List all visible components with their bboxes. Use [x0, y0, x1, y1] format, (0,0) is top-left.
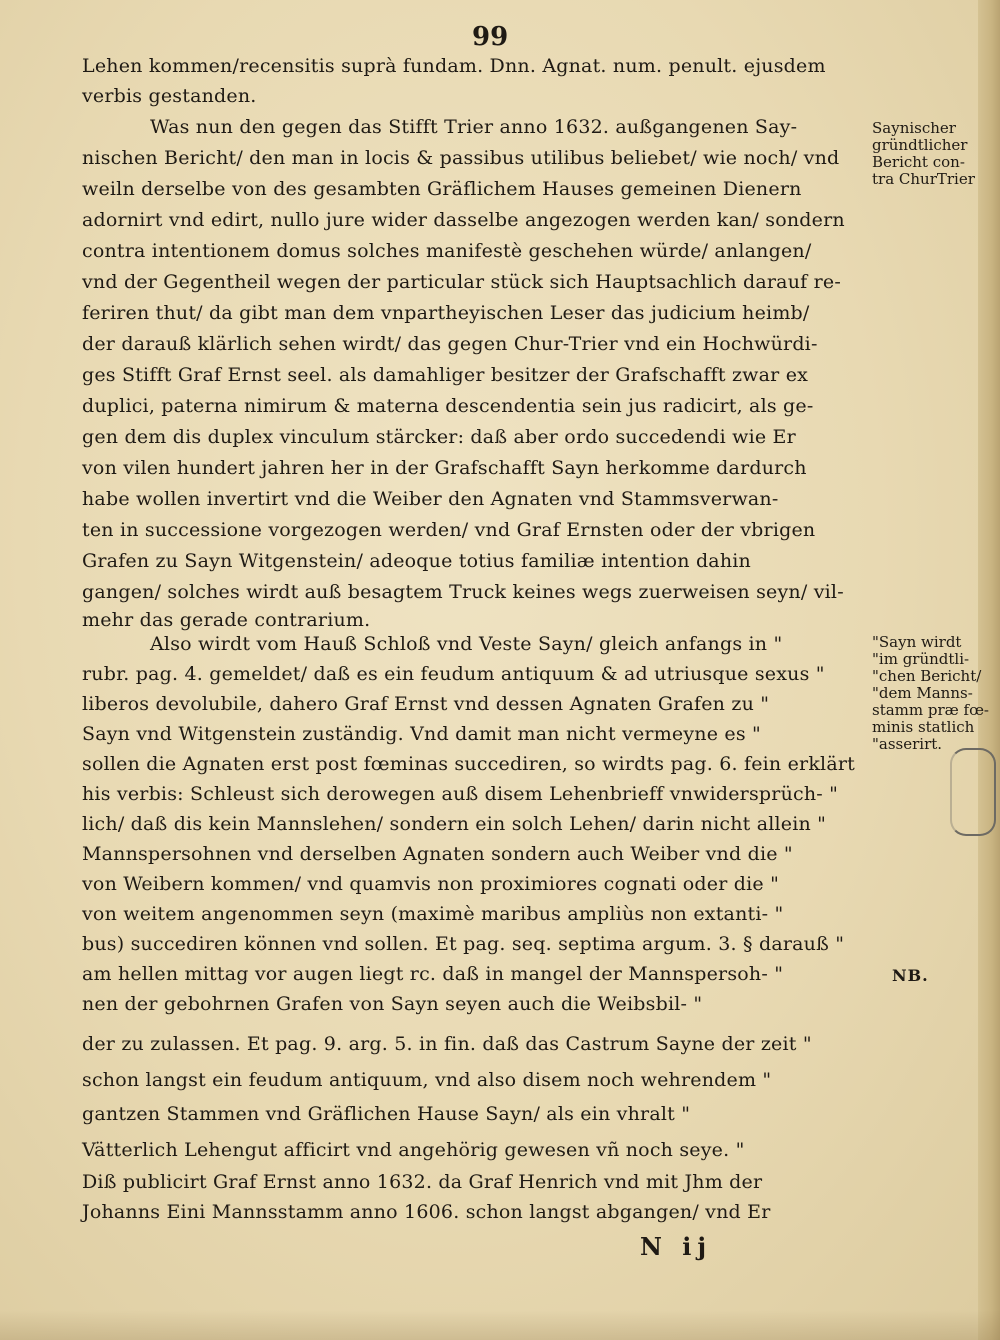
- page-number: 99: [472, 22, 509, 52]
- text-line: Was nun den gegen das Stifft Trier anno 1632. außgangenen Say-: [150, 116, 798, 138]
- text-line: Vätterlich Lehengut afficirt vnd angehörig gewesen vñ noch seye. ": [82, 1139, 745, 1161]
- text-line: ges Stifft Graf Ernst seel. als damahliger besitzer der Grafschafft zwar ex: [82, 364, 809, 386]
- text-line: lich/ daß dis kein Mannslehen/ sondern ein solch Lehen/ darin nicht allein ": [82, 813, 827, 835]
- margin-note-line: "dem Manns-: [872, 684, 973, 702]
- text-line: Diß publicirt Graf Ernst anno 1632. da Graf Henrich vnd mit Jhm der: [82, 1171, 763, 1193]
- text-line: ten in successione vorgezogen werden/ vnd Graf Ernsten oder der vbrigen: [82, 519, 816, 541]
- margin-note-line: "im gründtli-: [872, 650, 970, 668]
- margin-note-line: "chen Bericht/: [872, 667, 982, 685]
- text-line: von vilen hundert jahren her in der Grafschafft Sayn herkomme dardurch: [82, 457, 807, 479]
- text-line: Also wirdt vom Hauß Schloß vnd Veste Sayn/ gleich anfangs in ": [150, 633, 783, 655]
- text-line: der darauß klärlich sehen wirdt/ das gegen Chur-Trier vnd ein Hochwürdi-: [82, 333, 818, 355]
- margin-note-saynischer: [872, 120, 990, 188]
- margin-note-sayn-wirdt: [872, 634, 990, 753]
- text-line: weiln derselbe von des gesambten Gräflichem Hauses gemeinen Dienern: [82, 178, 802, 200]
- text-line: nischen Bericht/ den man in locis & passibus utilibus beliebet/ wie noch/ vnd: [82, 147, 840, 169]
- nota-bene-mark: NB.: [892, 966, 929, 985]
- text-line: gantzen Stammen vnd Gräflichen Hause Sayn/ als ein vhralt ": [82, 1103, 691, 1125]
- text-line: Mannspersohnen vnd derselben Agnaten sondern auch Weiber vnd die ": [82, 843, 793, 865]
- text-line: adornirt vnd edirt, nullo jure wider dasselbe angezogen werden kan/ sondern: [82, 209, 845, 231]
- margin-note-line: Bericht con-: [872, 153, 965, 171]
- text-line: am hellen mittag vor augen liegt rc. daß in mangel der Mannspersoh- ": [82, 963, 784, 985]
- margin-note-line: tra ChurTrier: [872, 170, 975, 188]
- text-line: liberos devolubile, dahero Graf Ernst vnd dessen Agnaten Grafen zu ": [82, 693, 770, 715]
- text-line: verbis gestanden.: [82, 85, 257, 107]
- text-line: von weitem angenommen seyn (maximè maribus ampliùs non extanti- ": [82, 903, 784, 925]
- text-line: sollen die Agnaten erst post fœminas succediren, so wirdts pag. 6. fein erklärt: [82, 753, 855, 775]
- text-line: feriren thut/ da gibt man dem vnpartheyischen Leser das judicium heimb/: [82, 302, 810, 324]
- margin-note-line: Saynischer: [872, 119, 956, 137]
- margin-note-line: "asserirt.: [872, 735, 943, 753]
- text-line: duplici, paterna nimirum & materna descendentia sein jus radicirt, als ge-: [82, 395, 814, 417]
- margin-note-line: gründtlicher: [872, 136, 968, 154]
- text-line: Grafen zu Sayn Witgenstein/ adeoque totius familiæ intention dahin: [82, 550, 751, 572]
- text-line: vnd der Gegentheil wegen der particular stück sich Hauptsachlich darauf re-: [82, 271, 841, 293]
- text-line: Lehen kommen/recensitis suprà fundam. Dnn. Agnat. num. penult. ejusdem: [82, 55, 826, 77]
- signature-mark: N ij: [640, 1232, 713, 1261]
- text-line: bus) succediren können vnd sollen. Et pag. seq. septima argum. 3. § darauß ": [82, 933, 845, 955]
- text-line: schon langst ein feudum antiquum, vnd also disem noch wehrendem ": [82, 1069, 772, 1091]
- text-line: mehr das gerade contrarium.: [82, 609, 371, 631]
- margin-note-line: minis statlich: [872, 718, 975, 736]
- text-line: von Weibern kommen/ vnd quamvis non proximiores cognati oder die ": [82, 873, 780, 895]
- margin-note-line: stamm præ fœ-: [872, 701, 989, 719]
- text-line: habe wollen invertirt vnd die Weiber den Agnaten vnd Stammsverwan-: [82, 488, 779, 510]
- text-line: Johanns Eini Mannsstamm anno 1606. schon langst abgangen/ vnd Er: [82, 1201, 771, 1223]
- text-line: Sayn vnd Witgenstein zuständig. Vnd damit man nicht vermeyne es ": [82, 723, 761, 745]
- text-line: his verbis: Schleust sich derowegen auß disem Lehenbrieff vnwidersprüch- ": [82, 783, 839, 805]
- text-line: gangen/ solches wirdt auß besagtem Truck keines wegs zuerweisen seyn/ vil-: [82, 581, 844, 603]
- binding-clip-mark: [950, 748, 996, 836]
- text-line: gen dem dis duplex vinculum stärcker: daß aber ordo succedendi wie Er: [82, 426, 796, 448]
- text-line: nen der gebohrnen Grafen von Sayn seyen auch die Weibsbil- ": [82, 993, 703, 1015]
- margin-note-line: "Sayn wirdt: [872, 633, 962, 651]
- text-line: rubr. pag. 4. gemeldet/ daß es ein feudum antiquum & ad utriusque sexus ": [82, 663, 825, 685]
- text-line: der zu zulassen. Et pag. 9. arg. 5. in fin. daß das Castrum Sayne der zeit ": [82, 1033, 812, 1055]
- text-line: contra intentionem domus solches manifestè geschehen würde/ anlangen/: [82, 240, 812, 262]
